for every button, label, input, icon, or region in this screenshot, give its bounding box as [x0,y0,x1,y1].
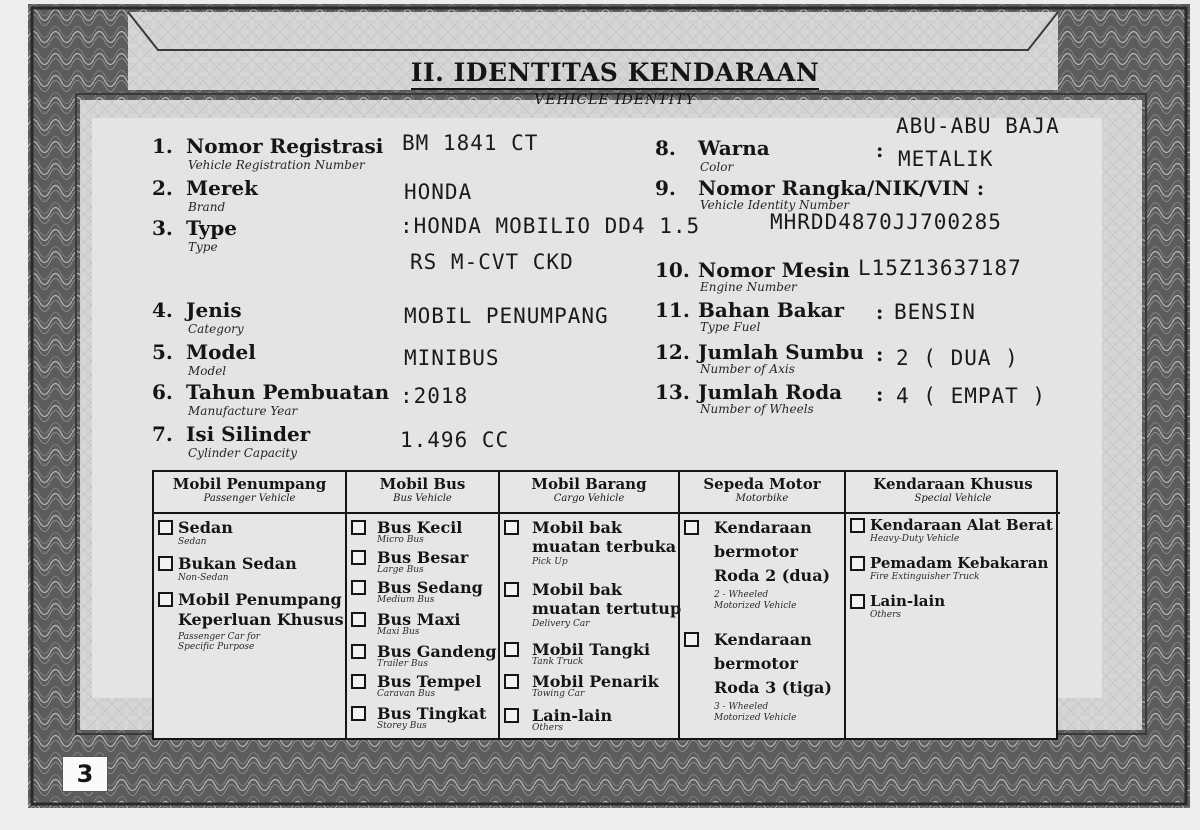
field-value: :2018 [400,384,469,408]
option-sublabel: Towing Car [532,689,585,699]
field-value: :HONDA MOBILIO DD4 1.5 [400,214,701,238]
category-column-cargo [500,472,680,738]
section-header [380,58,850,108]
category-title: Mobil Bus [379,475,466,493]
field-number: 9. [655,176,676,200]
checkbox[interactable] [351,644,366,659]
checkbox[interactable] [351,520,366,535]
checkbox[interactable] [158,520,173,535]
category-header [846,472,1060,514]
option-label-line3: Roda 2 (dua) [714,566,831,585]
option-label: Pemadam Kebakaran [870,554,1049,572]
option-label: Kendaraan Alat Berat [870,516,1053,534]
option-sublabel: Pick Up [532,557,568,567]
checkbox[interactable] [158,592,173,607]
option-sublabel: Micro Bus [377,535,424,545]
colon-separator: : [876,300,884,324]
option-sublabel: Delivery Car [532,619,590,629]
category-subtitle: Passenger Vehicle [203,493,296,504]
field-value: MOBIL PENUMPANG [404,304,609,328]
field-label: Isi Silinder [186,422,311,446]
field-value: MINIBUS [404,346,500,370]
field-number: 10. [655,258,690,282]
field-number: 12. [655,340,690,364]
option-sublabel: Non-Sedan [178,573,229,583]
checkbox[interactable] [684,520,699,535]
option-sublabel: Others [532,723,564,733]
category-column-special [846,472,1060,738]
option-label: Bus Tempel [377,672,482,691]
category-header [680,472,844,514]
colon-separator: : [876,138,884,162]
field-sublabel: Engine Number [700,280,797,294]
option-label: Lain-lain [870,592,946,610]
option-label: Mobil Tangki [532,640,651,659]
option-label: Bus Kecil [377,518,463,537]
field-value: BM 1841 CT [402,131,539,155]
option-label-line2: muatan tertutup [532,599,682,618]
checkbox[interactable] [850,556,865,571]
field-number: 7. [152,422,173,446]
category-subtitle: Motorbike [735,493,789,504]
option-sublabel-line2: Motorized Vehicle [714,713,797,723]
category-title: Mobil Penumpang [172,475,327,493]
category-column-motorbike [680,472,846,738]
field-number: 6. [152,380,173,404]
field-label: Jumlah Sumbu [698,340,864,364]
checkbox[interactable] [351,706,366,721]
field-sublabel: Manufacture Year [188,404,298,418]
option-label: Lain-lain [532,706,613,725]
option-label: Mobil Penarik [532,672,659,691]
option-label: Bus Maxi [377,610,461,629]
category-subtitle: Special Vehicle [914,493,992,504]
field-label: Tahun Pembuatan [186,380,390,404]
field-value-line2: RS M-CVT CKD [410,250,574,274]
field-number: 1. [152,134,173,158]
checkbox[interactable] [351,612,366,627]
checkbox[interactable] [850,518,865,533]
section-title: II. IDENTITAS KENDARAAN [411,58,819,90]
option-sublabel: 2 - Wheeled [714,590,769,600]
option-sublabel: Storey Bus [377,721,427,731]
option-sublabel-line2: Specific Purpose [178,642,255,652]
option-sublabel: Sedan [178,537,207,547]
field-label: Nomor Mesin [698,258,850,282]
option-label: Mobil bak [532,518,622,537]
option-sublabel: Fire Extinguisher Truck [870,572,980,582]
field-value: 2 ( DUA ) [896,346,1019,370]
field-label: Type [186,216,238,240]
option-label: Bus Tingkat [377,704,487,723]
category-column-passenger [154,472,347,738]
field-label: Bahan Bakar [698,298,845,322]
option-label: Bukan Sedan [178,554,297,573]
checkbox[interactable] [351,674,366,689]
field-value: HONDA [404,180,473,204]
option-sublabel: Others [870,610,902,620]
option-sublabel-line2: Motorized Vehicle [714,601,797,611]
field-number: 8. [655,136,676,160]
option-label-line2: bermotor [714,542,798,561]
field-label: Nomor Rangka/NIK/VIN : [698,176,985,200]
field-number: 2. [152,176,173,200]
field-sublabel: Number of Axis [700,362,795,376]
checkbox[interactable] [850,594,865,609]
field-sublabel: Vehicle Identity Number [700,198,850,212]
field-number: 5. [152,340,173,364]
field-value: ABU-ABU BAJA [896,114,1060,138]
field-label: Model [186,340,256,364]
option-label: Mobil Penumpang [178,590,342,609]
field-number: 11. [655,298,690,322]
option-label: Bus Besar [377,548,469,567]
checkbox[interactable] [504,674,519,689]
option-label: Mobil bak [532,580,622,599]
option-sublabel: Caravan Bus [377,689,436,699]
option-sublabel: Trailer Bus [377,659,428,669]
field-sublabel: Vehicle Registration Number [188,158,365,172]
category-title: Mobil Barang [531,475,647,493]
option-sublabel: Heavy-Duty Vehicle [870,534,960,544]
option-label: Kendaraan [714,630,812,649]
option-sublabel: 3 - Wheeled [714,702,769,712]
option-sublabel: Tank Truck [532,657,584,667]
field-sublabel: Number of Wheels [700,402,814,416]
option-sublabel: Passenger Car for [178,632,261,642]
field-label: Nomor Registrasi [186,134,384,158]
colon-separator: : [876,382,884,406]
category-title: Kendaraan Khusus [873,475,1033,493]
checkbox[interactable] [351,580,366,595]
category-header [347,472,498,514]
field-label: Warna [698,136,770,160]
vehicle-category-table [152,470,1058,740]
category-subtitle: Cargo Vehicle [553,493,625,504]
option-label-line2: muatan terbuka [532,537,677,556]
field-value: L15Z13637187 [858,256,1022,280]
category-title: Sepeda Motor [703,475,821,493]
field-label: Jenis [186,298,242,322]
field-sublabel: Color [700,160,734,174]
field-value: MHRDD4870JJ700285 [770,210,1002,234]
option-label: Kendaraan [714,518,812,537]
field-sublabel: Type [188,240,218,254]
colon-separator: : [876,342,884,366]
field-number: 4. [152,298,173,322]
field-sublabel: Model [188,364,227,378]
page-number: 3 [62,756,108,792]
field-sublabel: Type Fuel [700,320,761,334]
option-sublabel: Maxi Bus [377,627,420,637]
category-header [154,472,345,514]
category-subtitle: Bus Vehicle [393,493,452,504]
field-sublabel: Category [188,322,244,336]
checkbox[interactable] [158,556,173,571]
checkbox[interactable] [504,708,519,723]
option-label-line3: Roda 3 (tiga) [714,678,832,697]
option-sublabel: Medium Bus [377,595,435,605]
option-label: Sedan [178,518,233,537]
field-sublabel: Cylinder Capacity [188,446,298,460]
field-value-line2: METALIK [898,147,994,171]
option-label-line2: Keperluan Khusus [178,610,344,629]
option-label: Bus Sedang [377,578,483,597]
checkbox[interactable] [504,520,519,535]
checkbox[interactable] [351,550,366,565]
section-subtitle: VEHICLE IDENTITY [534,92,696,108]
category-header [500,472,678,514]
category-column-bus [347,472,500,738]
field-sublabel: Brand [188,200,226,214]
field-label: Merek [186,176,258,200]
field-value: BENSIN [894,300,976,324]
field-number: 3. [152,216,173,240]
option-label-line2: bermotor [714,654,798,673]
option-label: Bus Gandeng [377,642,497,661]
option-sublabel: Large Bus [377,565,424,575]
checkbox[interactable] [504,582,519,597]
field-value: 4 ( EMPAT ) [896,384,1047,408]
checkbox[interactable] [684,632,699,647]
checkbox[interactable] [504,642,519,657]
field-number: 13. [655,380,690,404]
field-value: 1.496 CC [400,428,510,452]
field-label: Jumlah Roda [698,380,843,404]
